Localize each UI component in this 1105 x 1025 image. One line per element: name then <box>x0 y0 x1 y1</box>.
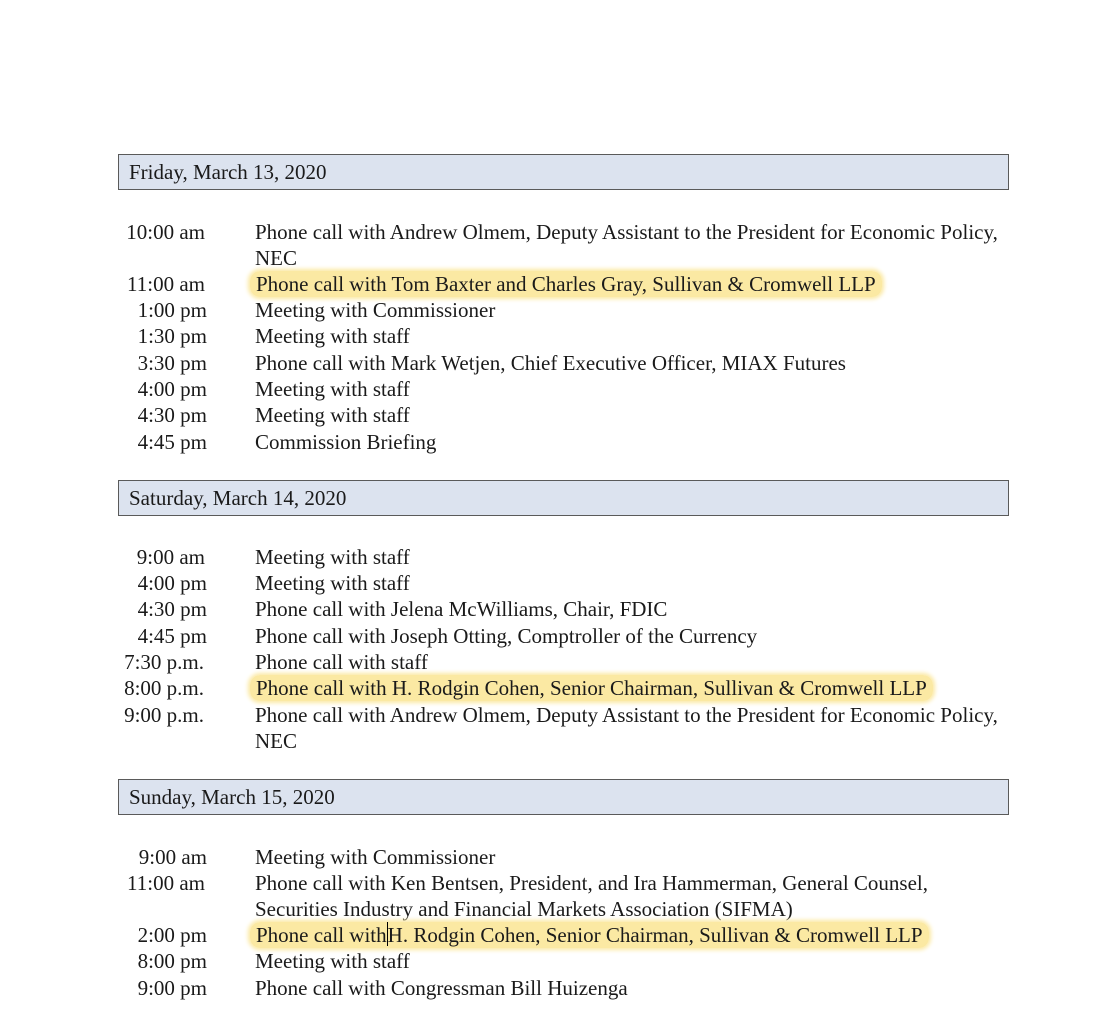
schedule-entry <box>118 350 1008 376</box>
entry-description: Phone call with Joseph Otting, Comptroller of the Currency <box>255 624 758 648</box>
day-header-friday: Friday, March 13, 2020 <box>118 154 1009 190</box>
entry-time: 1:30 pm <box>137 324 207 348</box>
entry-description: Meeting with Commissioner <box>255 298 496 322</box>
highlighted-entry-description: Phone call with H. Rodgin Cohen, Senior Chairman, Sullivan & Cromwell LLP <box>250 675 933 701</box>
schedule-entry <box>118 570 1008 596</box>
entry-time: 4:30 pm <box>137 403 207 427</box>
schedule-entry <box>118 402 1008 428</box>
entry-description: Meeting with Commissioner <box>255 845 496 869</box>
entry-time: 11:00 am <box>127 871 205 895</box>
schedule-entry <box>118 596 1008 622</box>
entry-time: 8:00 p.m. <box>124 676 204 700</box>
schedule-entry <box>118 844 1008 870</box>
schedule-entry <box>118 429 1008 455</box>
schedule-entry <box>118 323 1008 349</box>
entry-time: 4:00 pm <box>137 377 207 401</box>
entry-description: Phone call with Ken Bentsen, President, and Ira Hammerman, General Counsel, Securities Industry and Financial Markets Association (SIFMA) <box>255 871 928 922</box>
schedule-entry <box>118 922 1008 948</box>
entry-time: 10:00 am <box>126 220 205 244</box>
entry-time: 3:30 pm <box>137 351 207 375</box>
entry-time: 9:00 am <box>136 545 205 569</box>
entry-description: Meeting with staff <box>255 949 410 973</box>
entry-time: 7:30 p.m. <box>124 650 204 674</box>
schedule-entry <box>118 702 1008 755</box>
entry-description: Commission Briefing <box>255 430 437 454</box>
entry-time: 9:00 p.m. <box>124 703 204 727</box>
highlighted-entry-description <box>250 922 929 948</box>
entry-description: Meeting with staff <box>255 571 410 595</box>
entry-time: 11:00 am <box>127 272 205 296</box>
entry-time: 4:45 pm <box>137 430 207 454</box>
entry-description: Phone call with Andrew Olmem, Deputy Assistant to the President for Economic Policy, NEC <box>255 220 998 271</box>
entry-time: 4:00 pm <box>137 571 207 595</box>
schedule-entry <box>118 870 1008 923</box>
day-header-sunday: Sunday, March 15, 2020 <box>118 779 1009 815</box>
highlighted-entry-description: Phone call with Tom Baxter and Charles Gray, Sullivan & Cromwell LLP <box>250 271 882 297</box>
schedule-entry <box>118 219 1008 272</box>
schedule-entry <box>118 649 1008 675</box>
schedule-entry <box>118 623 1008 649</box>
entry-description: Meeting with staff <box>255 377 410 401</box>
entry-time: 4:45 pm <box>137 624 207 648</box>
entry-time: 9:00 am <box>138 845 207 869</box>
entry-description: Phone call with Congressman Bill Huizenga <box>255 976 628 1000</box>
entry-description: Phone call with Jelena McWilliams, Chair, FDIC <box>255 597 668 621</box>
schedule-entry <box>118 376 1008 402</box>
schedule-entry <box>118 675 1008 701</box>
schedule-entry <box>118 271 1008 297</box>
entry-description: Meeting with staff <box>255 545 410 569</box>
entry-time: 9:00 pm <box>137 976 207 1000</box>
entry-time: 8:00 pm <box>137 949 207 973</box>
entry-description: Meeting with staff <box>255 324 410 348</box>
day-header-saturday: Saturday, March 14, 2020 <box>118 480 1009 516</box>
schedule-entry <box>118 297 1008 323</box>
entry-description: Phone call with Andrew Olmem, Deputy Assistant to the President for Economic Policy, NEC <box>255 703 998 754</box>
entry-time: 1:00 pm <box>137 298 207 322</box>
entry-description-part: Phone call with <box>256 923 387 947</box>
entry-description: Meeting with staff <box>255 403 410 427</box>
entry-description-part: H. Rodgin Cohen, Senior Chairman, Sullivan & Cromwell LLP <box>387 923 923 947</box>
entry-time: 4:30 pm <box>137 597 207 621</box>
entry-description: Phone call with Mark Wetjen, Chief Executive Officer, MIAX Futures <box>255 351 846 375</box>
schedule-entry <box>118 544 1008 570</box>
schedule-entry <box>118 948 1008 974</box>
entry-time: 2:00 pm <box>137 923 207 947</box>
entry-description: Phone call with staff <box>255 650 428 674</box>
schedule-entry <box>118 975 1008 1001</box>
